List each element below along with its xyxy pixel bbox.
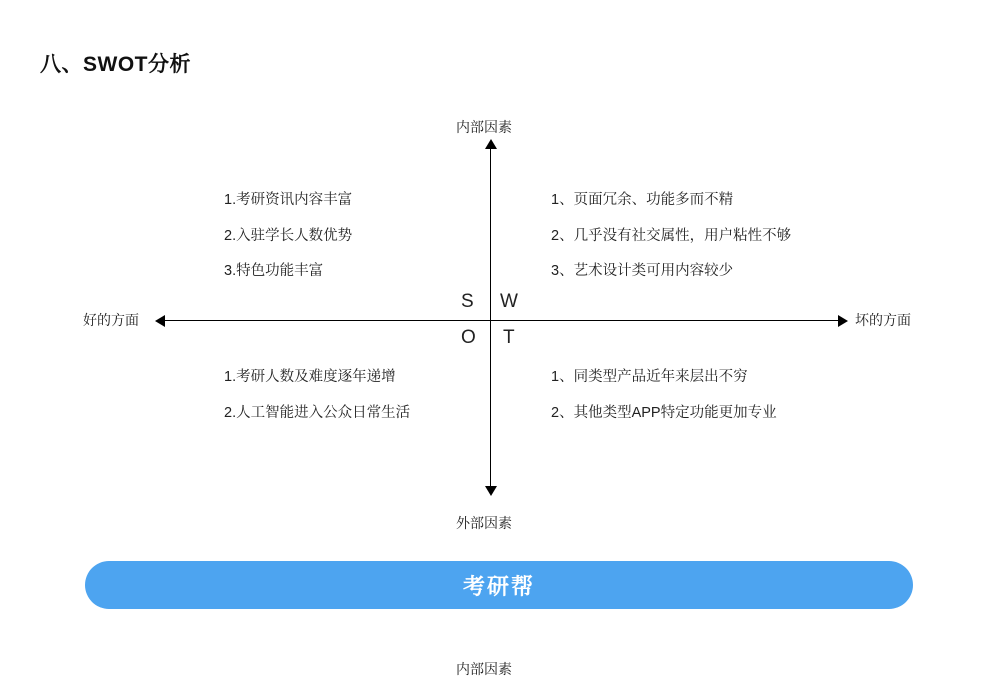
list-item: 1、同类型产品近年来层出不穷 <box>551 369 748 385</box>
swot-letter-w: W <box>500 291 518 312</box>
axis-label-left: 好的方面 <box>83 312 139 328</box>
list-item: 2.人工智能进入公众日常生活 <box>224 404 411 421</box>
product-banner <box>85 561 913 609</box>
swot-letter-o: O <box>461 327 476 348</box>
vertical-axis-line <box>490 145 491 490</box>
list-item: 1.考研人数及难度逐年递增 <box>224 369 396 385</box>
arrow-up-icon <box>485 139 497 149</box>
list-item: 2.入驻学长人数优势 <box>224 227 353 244</box>
quadrant-weaknesses <box>551 193 791 279</box>
list-item: 3.特色功能丰富 <box>224 263 324 279</box>
arrow-down-icon <box>485 486 497 496</box>
quadrant-strengths <box>224 193 352 279</box>
axis-label-bottom: 外部因素 <box>456 515 512 531</box>
list-item: 3、艺术设计类可用内容较少 <box>551 263 734 279</box>
axis-label-top: 内部因素 <box>456 119 512 135</box>
swot-diagram <box>0 95 1000 540</box>
quadrant-threats <box>551 370 777 420</box>
horizontal-axis-line <box>163 320 843 321</box>
quadrant-opportunities <box>224 370 410 420</box>
banner-title: 考研帮 <box>462 573 535 599</box>
footer-label: 内部因素 <box>456 661 512 677</box>
page-title: 八、SWOT分析 <box>40 53 191 76</box>
list-item: 1、页面冗余、功能多而不精 <box>551 192 734 208</box>
swot-letter-t: T <box>503 327 515 348</box>
arrow-left-icon <box>155 315 165 327</box>
list-item: 2、其他类型APP特定功能更加专业 <box>551 404 777 421</box>
arrow-right-icon <box>838 315 848 327</box>
list-item: 2、几乎没有社交属性，用户粘性不够 <box>551 227 792 244</box>
list-item: 1.考研资讯内容丰富 <box>224 192 353 208</box>
swot-letter-s: S <box>461 291 474 312</box>
axis-label-right: 坏的方面 <box>855 312 911 328</box>
